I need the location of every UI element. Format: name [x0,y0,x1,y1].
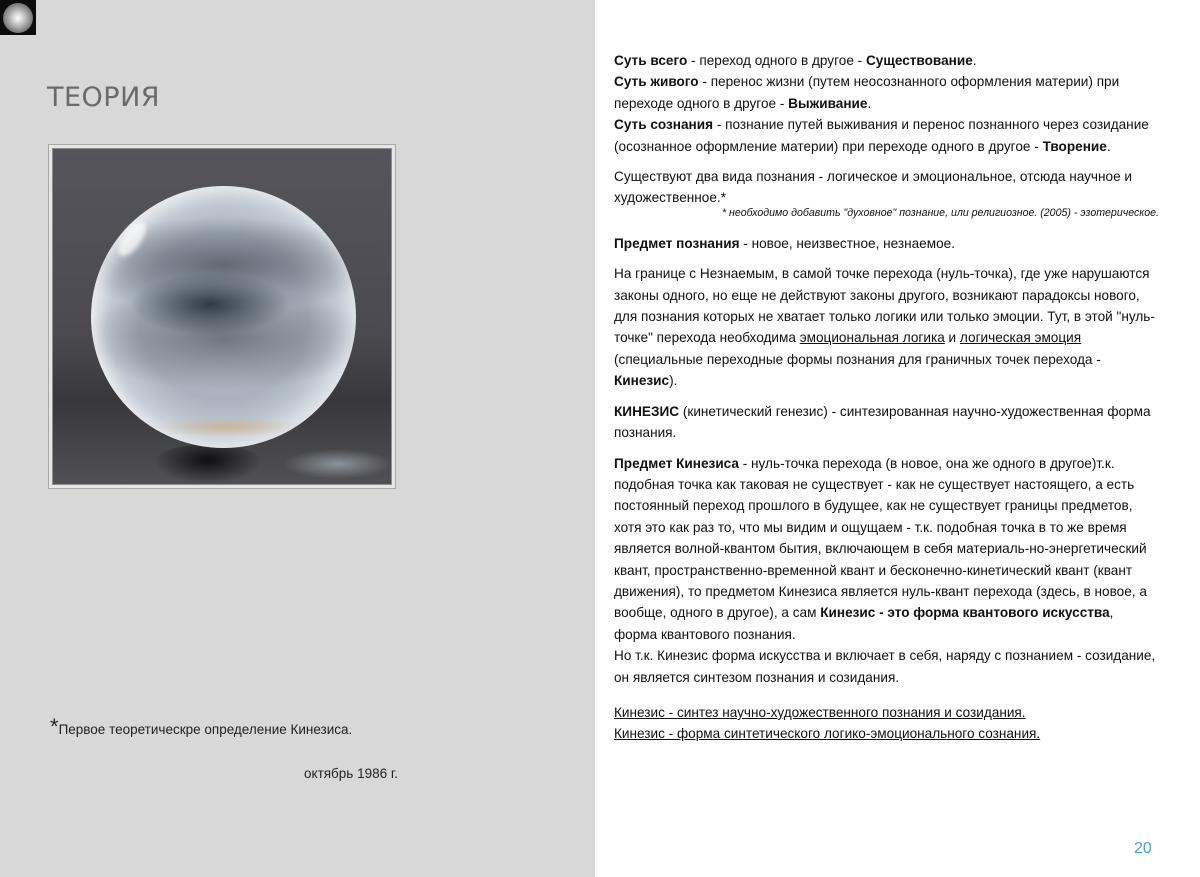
footnote-note: * необходимо добавить "духовное" познание, или религиозное. (2005) - эзотерическое. [721,206,1159,219]
photo-frame [48,144,396,489]
term-emotional-logic: эмоциональная логика [799,330,945,346]
asterisk-icon: * [50,714,59,739]
term-essence-living: Суть живого [614,74,699,90]
term-creation: Творение [1042,138,1107,154]
paragraph-cognition-types: Существуют два вида познания - логическое и эмоциональное, отсюда научное и художественное.* [614,169,1133,206]
photo-shadow [153,444,263,484]
text: (кинетический генезис) - синтезированная научно-художественная форма познания. [614,403,1151,441]
sphere-base-glow [153,417,303,437]
text: - познание путей выживания и перенос познанного через созидание (осознанное оформление материи) при переходе одного в другое - [614,117,1149,154]
text: ). [669,373,678,389]
text: - перенос жизни (путем неосознанного оформления материи) при переходе одного в другое - [614,74,1120,111]
left-panel [0,0,595,877]
paragraph-boundary [614,263,1159,391]
text: - новое, неизвестное, незнаемое. [739,235,955,251]
text: . [867,95,872,111]
text: - переход одного в другое - [687,53,866,68]
term-subject-of-cognition: Предмет познания [614,235,740,251]
conclusion-1: Кинезис - синтез научно-художественного познания и созидания. [614,704,1026,720]
term-kinesis-caps: КИНЕЗИС [614,403,680,419]
main-text [614,50,1159,745]
glowing-orb-icon [3,3,33,33]
text: На границе с Незнаемым, в самой точке перехода (нуль-точка), где уже нарушаются законы одного, но еще не действуют законы другого, возникают парадоксы нового, для познания которых не хватает только логики или только эмоции. Тут, в этой "нуль-точке" перехода необходима [614,266,1155,346]
photo-reflection [283,449,392,479]
term-essence-all: Суть всего [614,53,688,68]
text: - нуль-точка перехода (в новое, она же одного в другое)т.к. подобная точка как таковая не существует - как не существует настоящего, а есть постоянный переход прошлого в будущее, как не существует границы предметов, хотя это как раз то, что мы видим и ощущаем - т.к. подобная точка в то же время является волной-квантом бытия, включающем в себя материаль-но-энергетический квант, пространственно-временной квант и бесконечно-кинетический квант (квант движения), то предметом Кинезиса является нуль-квант перехода (здесь, в новое, а вообще, одного в другое), а сам [614,455,1147,621]
text: Но т.к. Кинезис форма искусства и включает в себя, наряду с познанием - созидание, он является синтезом познания и созидания. [614,648,1156,685]
footnote-text: Первое теоретическре определение Кинезиса. [58,722,353,737]
crystal-sphere-photo [52,148,392,485]
text: . [972,53,977,68]
page-number: 20 [1134,840,1152,857]
term-quantum-art: Кинезис - это форма квантового искусства [820,605,1110,621]
corner-logo [0,0,36,35]
term-essence-consciousness: Суть сознания [614,117,714,133]
footnote-left [50,714,353,739]
paragraph-kinesis-subject [614,453,1159,688]
term-logical-emotion: логическая эмоция [959,330,1082,346]
paragraph-kinesis-definition [614,401,1159,444]
term-kinesis: Кинезис [614,373,670,389]
term-subject-of-kinesis: Предмет Кинезиса [614,455,739,471]
text: (специальные переходные формы познания для граничных точек перехода - [614,351,1101,367]
term-existence: Существование [865,53,973,68]
paragraph-essence [614,50,1159,157]
paragraph-subject [614,233,1159,254]
term-survival: Выживание [788,95,868,111]
text: . [1106,138,1111,154]
section-title: ТЕОРИЯ [47,82,161,113]
footnote-date: октябрь 1986 г. [304,766,398,781]
conclusion-2: Кинезис - форма синтетического логико-эмоционального сознания. [614,726,1041,742]
text: и [944,330,960,346]
text: , форма квантового познания. [614,605,1114,642]
